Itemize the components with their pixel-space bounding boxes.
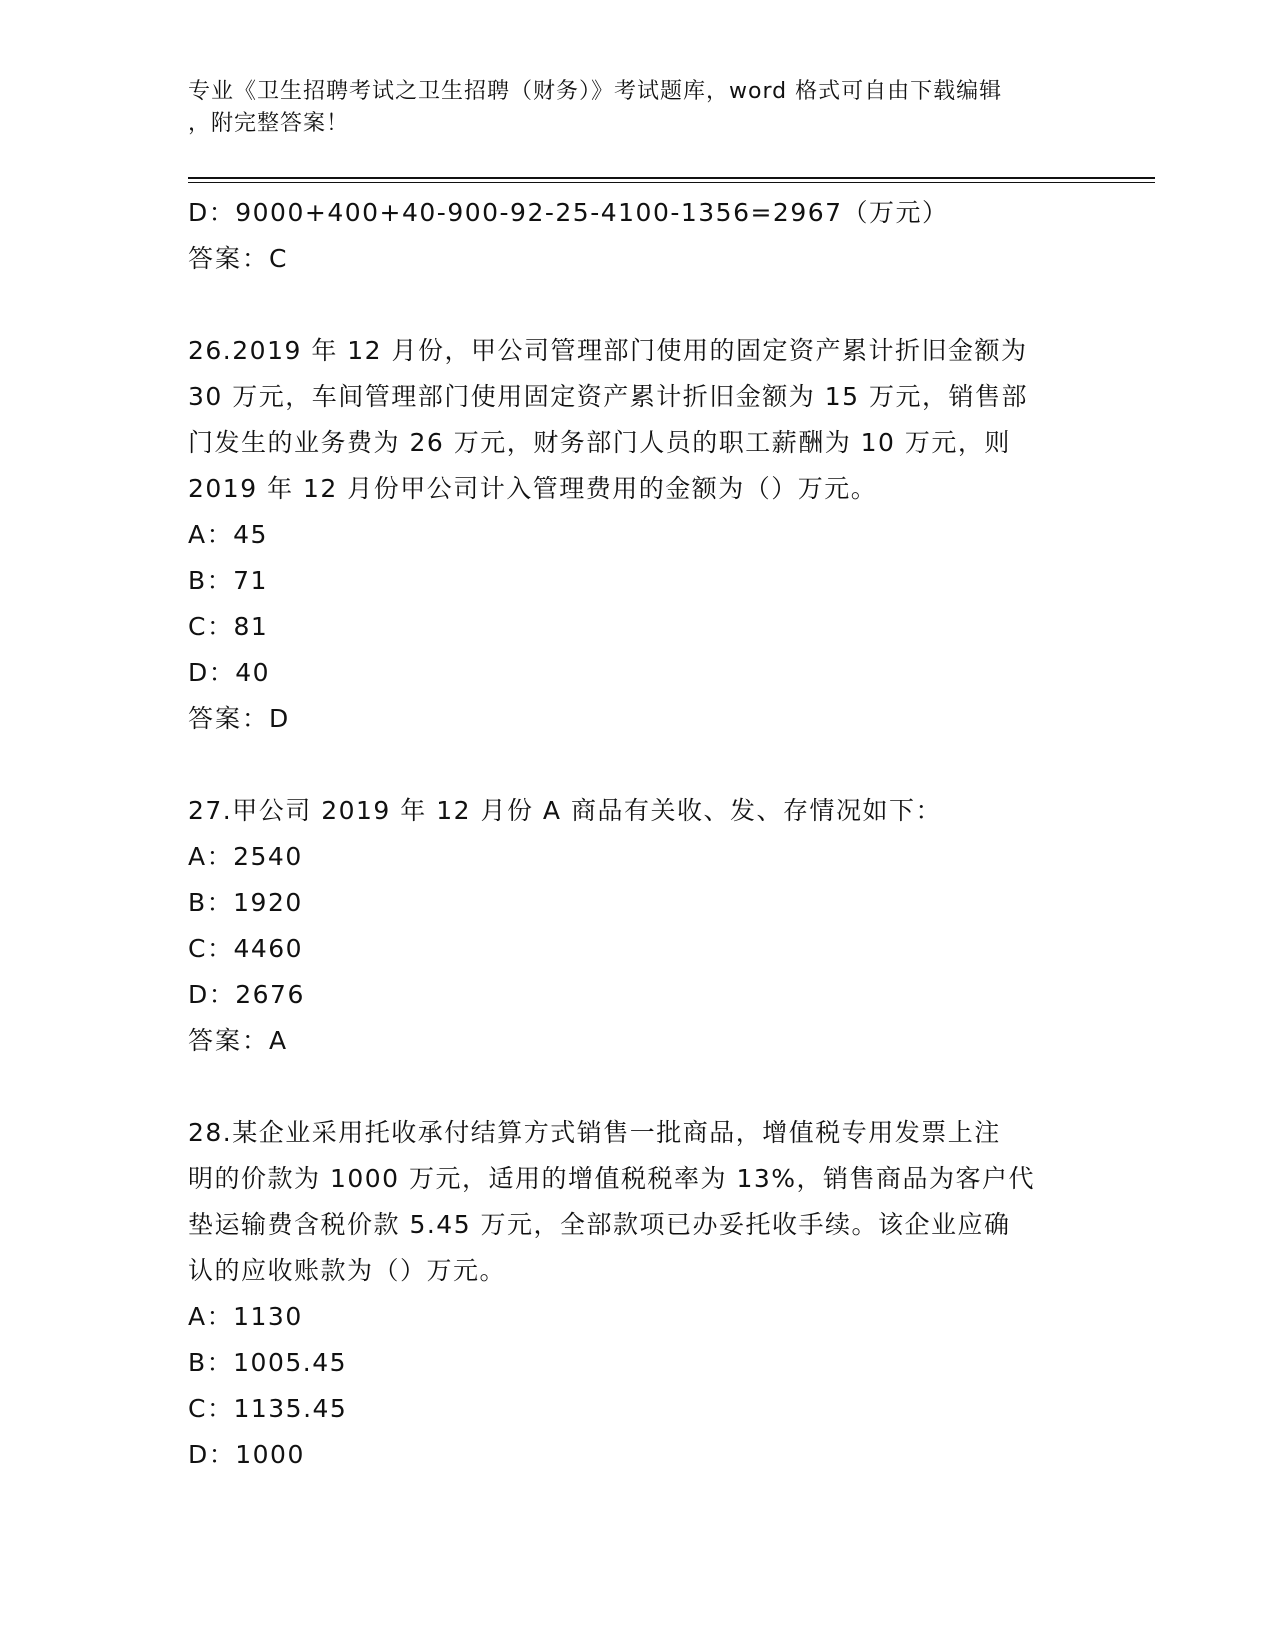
spacer: [188, 742, 1088, 788]
question-text-line: 门发生的业务费为 26 万元，财务部门人员的职工薪酬为 10 万元，则: [188, 428, 1011, 457]
option-c: C：4460: [188, 934, 304, 963]
answer: 答案：D: [188, 704, 291, 733]
question-text-line: 26.2019 年 12 月份，甲公司管理部门使用的固定资产累计折旧金额为: [188, 336, 1028, 365]
spacer: [188, 1064, 1088, 1110]
option-a: A：1130: [188, 1302, 303, 1331]
question-26: [188, 328, 1088, 742]
question-text-line: 27.甲公司 2019 年 12 月份 A 商品有关收、发、存情况如下：: [188, 796, 942, 825]
header-divider-thick: [188, 177, 1155, 179]
question-text-line: 28.某企业采用托收承付结算方式销售一批商品，增值税专用发票上注: [188, 1118, 1001, 1147]
option-a: A：2540: [188, 842, 303, 871]
spacer: [188, 282, 1088, 328]
option-a: A：45: [188, 520, 268, 549]
header-line-2: ，附完整答案！: [188, 111, 350, 136]
question-28: [188, 1110, 1088, 1478]
document-body: [188, 190, 1088, 1478]
question-27: [188, 788, 1088, 1064]
question-text-line: 2019 年 12 月份甲公司计入管理费用的金额为（）万元。: [188, 474, 878, 503]
question-text-line: 垫运输费含税价款 5.45 万元，全部款项已办妥托收手续。该企业应确: [188, 1210, 1011, 1239]
question-text-line: 认的应收账款为（）万元。: [188, 1256, 507, 1285]
prev-option-d: D：9000+400+40-900-92-25-4100-1356=2967（万元）: [188, 198, 949, 227]
option-d: D：1000: [188, 1440, 305, 1469]
question-text-line: 30 万元，车间管理部门使用固定资产累计折旧金额为 15 万元，销售部: [188, 382, 1028, 411]
header-line-1: 专业《卫生招聘考试之卫生招聘（财务）》考试题库，word 格式可自由下载编辑: [188, 79, 1003, 104]
option-b: B：71: [188, 566, 268, 595]
option-b: B：1005.45: [188, 1348, 348, 1377]
option-d: D：40: [188, 658, 271, 687]
answer: 答案：A: [188, 1026, 289, 1055]
header-divider-thin: [188, 182, 1155, 183]
question-text-line: 明的价款为 1000 万元，适用的增值税税率为 13%，销售商品为客户代: [188, 1164, 1036, 1193]
document-header: [188, 76, 1078, 140]
option-d: D：2676: [188, 980, 305, 1009]
option-b: B：1920: [188, 888, 303, 917]
option-c: C：81: [188, 612, 269, 641]
option-c: C：1135.45: [188, 1394, 348, 1423]
prev-answer: 答案：C: [188, 244, 289, 273]
